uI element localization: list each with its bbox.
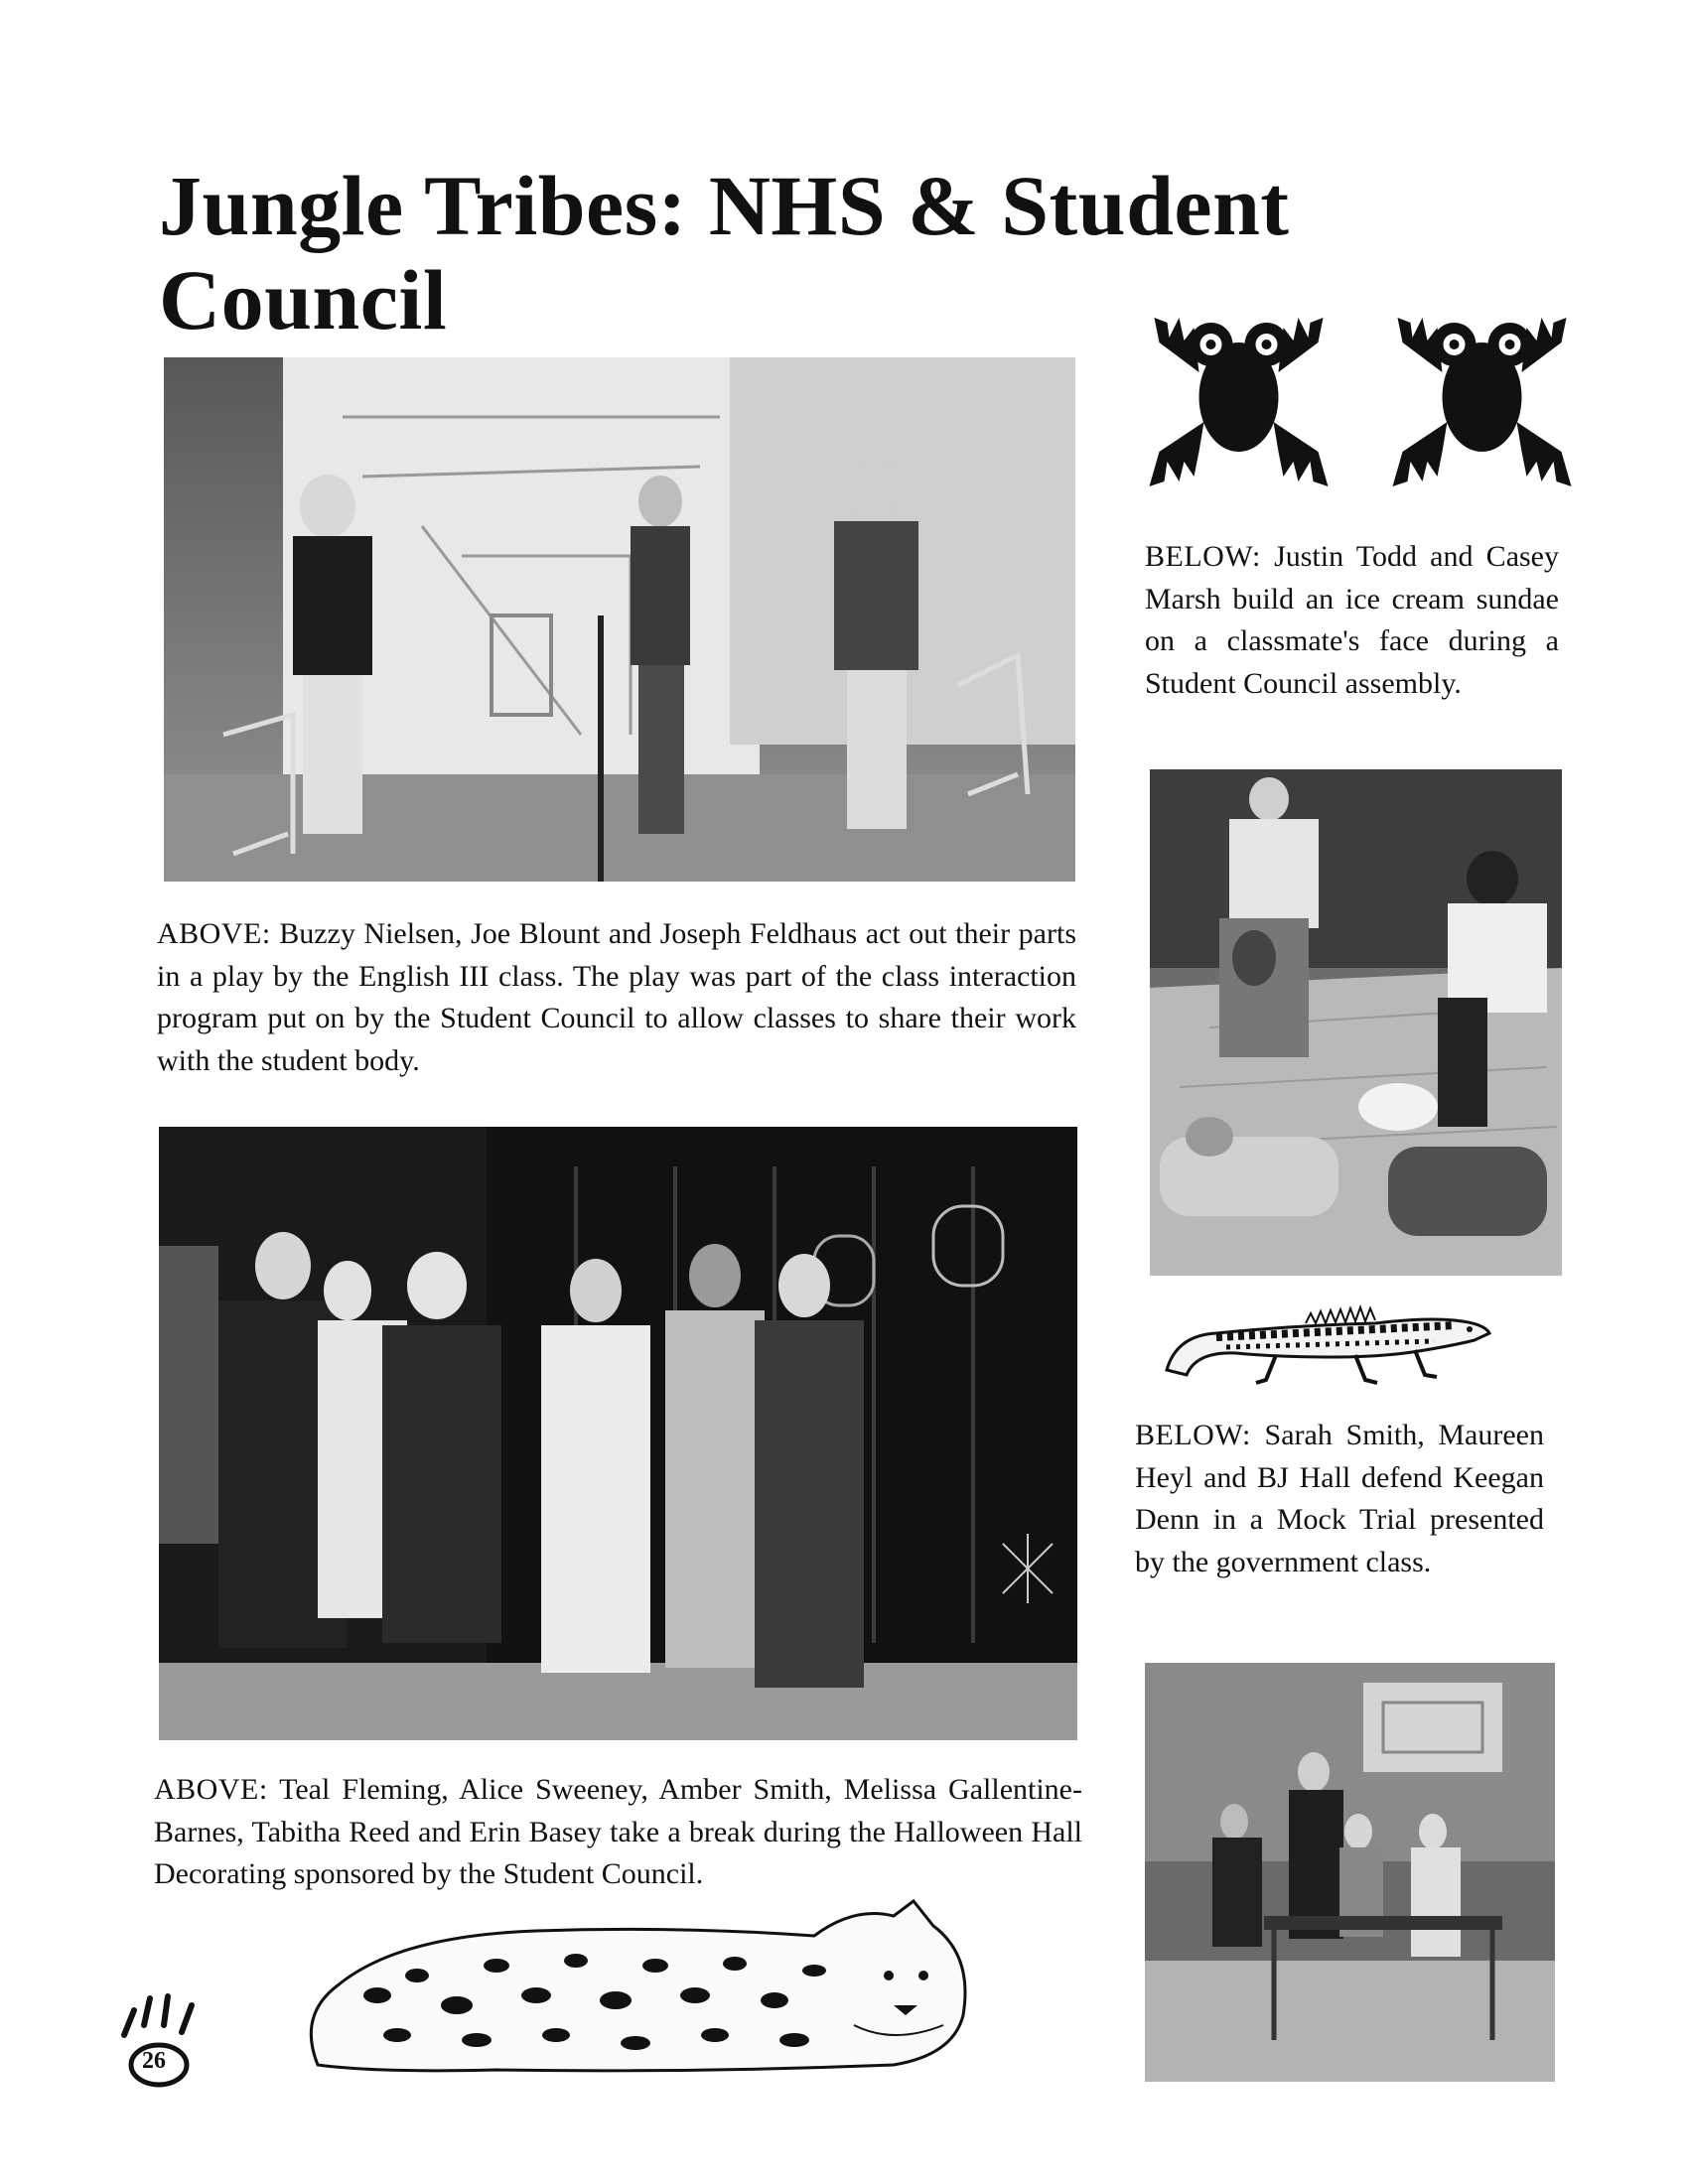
- caption-sundae: [1145, 536, 1559, 705]
- frog-icon: [1380, 303, 1584, 491]
- caption-halloween-group: [154, 1769, 1082, 1896]
- page-number: 26: [142, 2048, 166, 2074]
- photo-mock-trial: [1145, 1663, 1555, 2082]
- caption-stage-play: [157, 913, 1076, 1082]
- photo-halloween-group: [159, 1127, 1077, 1740]
- caption-text: Buzzy Nielsen, Joe Blount and Joseph Feldhaus act out their parts in a play by the English III class. The play was part of the class interaction program put on by the Student Council to allow classes to share their work with the student body.: [157, 917, 1076, 1077]
- caption-text: Sarah Smith, Maureen Heyl and BJ Hall defend Keegan Denn in a Mock Trial presented by the government class.: [1135, 1419, 1544, 1578]
- caption-text: Teal Fleming, Alice Sweeney, Amber Smith, Melissa Gallentine-Barnes, Tabitha Reed and Erin Basey take a break during the Halloween Hall Decorating sponsored by the Student Council.: [154, 1773, 1082, 1891]
- caption-lead: BELOW:: [1145, 540, 1261, 573]
- caption-mock-trial: [1135, 1415, 1544, 1583]
- photo-ice-cream-sundae: [1150, 769, 1562, 1276]
- photo-stage-play: [164, 357, 1075, 882]
- paw-print-icon: [114, 1990, 213, 2090]
- caption-lead: BELOW:: [1135, 1419, 1251, 1451]
- caption-lead: ABOVE:: [157, 917, 271, 950]
- ocelot-icon: [298, 1896, 983, 2075]
- page-title: Jungle Tribes: NHS & Student Council: [159, 158, 1290, 347]
- caption-text: Justin Todd and Casey Marsh build an ice cream sundae on a classmate's face during a Student Council assembly.: [1145, 540, 1559, 700]
- frog-icon: [1137, 303, 1340, 491]
- iguana-icon: [1157, 1296, 1494, 1395]
- caption-lead: ABOVE:: [154, 1773, 268, 1806]
